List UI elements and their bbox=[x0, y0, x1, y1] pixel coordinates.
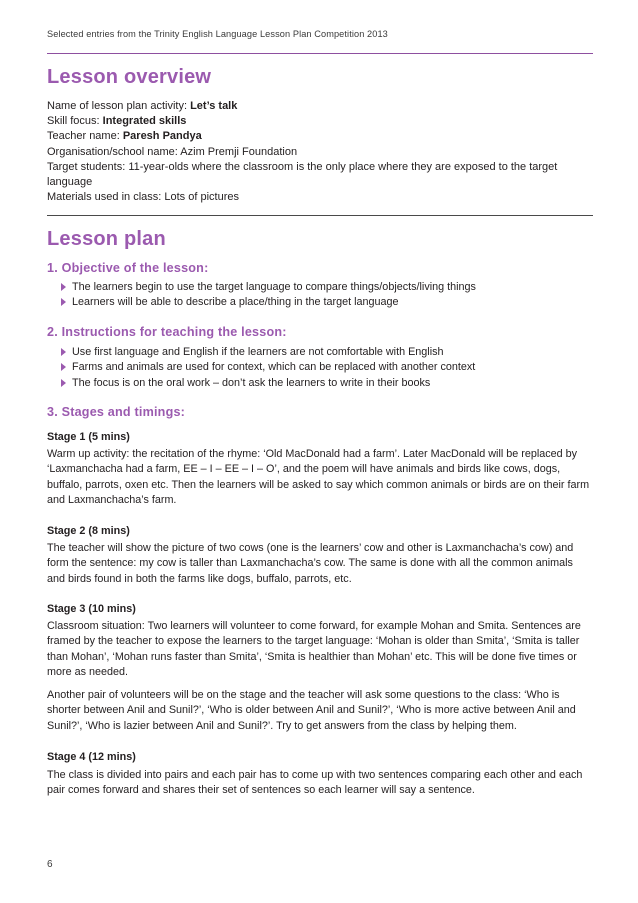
materials-line: Materials used in class: Lots of pictures bbox=[47, 191, 239, 204]
list-item: The focus is on the oral work – don’t ask the learners to write in their books bbox=[60, 376, 475, 391]
instructions-heading: 2. Instructions for teaching the lesson: bbox=[47, 325, 287, 339]
teacher-value: Paresh Pandya bbox=[122, 130, 202, 143]
running-head: Selected entries from the Trinity English Language Lesson Plan Competition 2013 bbox=[47, 29, 388, 39]
skill-line bbox=[47, 114, 593, 129]
instructions-list bbox=[60, 345, 475, 391]
list-item: The learners begin to use the target language to compare things/objects/living things bbox=[60, 280, 476, 295]
stage-1-text: Warm up activity: the recitation of the rhyme: ‘Old MacDonald had a farm’. Later MacDonald will be replaced by ‘Laxmanchacha had a farm, EE – I – EE – I – O’, and the poem will have animals and birds like cows, dogs, buffalo, parrots, oxen etc. Then the learners will be asked to say which common animals or birds are on their farm and Laxmanchacha’s farm. bbox=[47, 448, 590, 507]
stage-1-title: Stage 1 (5 mins) bbox=[47, 431, 130, 443]
stage-3-text-2: Another pair of volunteers will be on the stage and the teacher will ask some questions to the class: ‘Who is shorter between Anil and Sunil?’, ‘Who is older between Anil and Sunil?’, ‘Who is more active between Anil and Sunil?’, ‘Who is lazier between Anil and Sunil?’. Try to get answers from the class by helping them. bbox=[47, 689, 576, 732]
skill-value: Integrated skills bbox=[102, 115, 187, 128]
stage-4-text: The class is divided into pairs and each pair has to come up with two sentences comparing each other and each pair comes forward and shares their set of sentences so each learner will say a sentence. bbox=[47, 769, 583, 797]
top-divider bbox=[47, 53, 593, 54]
overview-details bbox=[47, 99, 593, 205]
bullet-icon bbox=[61, 379, 66, 387]
stages-heading: 3. Stages and timings: bbox=[47, 405, 186, 419]
bullet-icon bbox=[61, 283, 66, 291]
organisation-line: Organisation/school name: Azim Premji Foundation bbox=[47, 145, 298, 158]
bullet-icon bbox=[61, 363, 66, 371]
section-divider bbox=[47, 215, 593, 216]
objective-list bbox=[60, 280, 476, 311]
stage-2-title: Stage 2 (8 mins) bbox=[47, 525, 130, 537]
page-number: 6 bbox=[47, 859, 53, 870]
activity-value: Let’s talk bbox=[190, 100, 238, 112]
stage-4-title: Stage 4 (12 mins) bbox=[47, 751, 136, 763]
stage-3-text-1: Classroom situation: Two learners will volunteer to come forward, for example Mohan and Smita. Sentences are framed by the teacher to expose the learners to the target language: ‘Mohan is older than Smita’, ‘Smita is taller than Mohan’, ‘Mohan runs faster than Smita’, ‘Smita is healthier than Mohan’ etc. This will be done five times or more as needed. bbox=[47, 620, 581, 679]
list-item: Use first language and English if the learners are not comfortable with English bbox=[60, 345, 475, 360]
teacher-label: Teacher name: bbox=[47, 130, 123, 143]
activity-line bbox=[47, 99, 593, 114]
bullet-icon bbox=[61, 298, 66, 306]
activity-label: Name of lesson plan activity: bbox=[47, 100, 191, 112]
plan-title: Lesson plan bbox=[47, 228, 166, 250]
target-students-line: Target students: 11-year-olds where the classroom is the only place where they are exposed to the target language bbox=[47, 160, 558, 189]
stage-3-title: Stage 3 (10 mins) bbox=[47, 603, 136, 615]
objective-heading: 1. Objective of the lesson: bbox=[47, 261, 209, 275]
overview-title: Lesson overview bbox=[47, 66, 212, 88]
list-item: Farms and animals are used for context, which can be replaced with another context bbox=[60, 360, 475, 375]
list-item: Learners will be able to describe a place/thing in the target language bbox=[60, 295, 476, 310]
teacher-line bbox=[47, 129, 593, 144]
bullet-icon bbox=[61, 348, 66, 356]
stage-2-text: The teacher will show the picture of two cows (one is the learners’ cow and other is Laxmanchacha’s cow) and form the sentence: my cow is taller than Laxmanchacha’s cow. The same is done with all the common animals and birds found in both the farms like dogs, buffalo, parrots, etc. bbox=[47, 542, 574, 585]
skill-label: Skill focus: bbox=[47, 115, 103, 128]
